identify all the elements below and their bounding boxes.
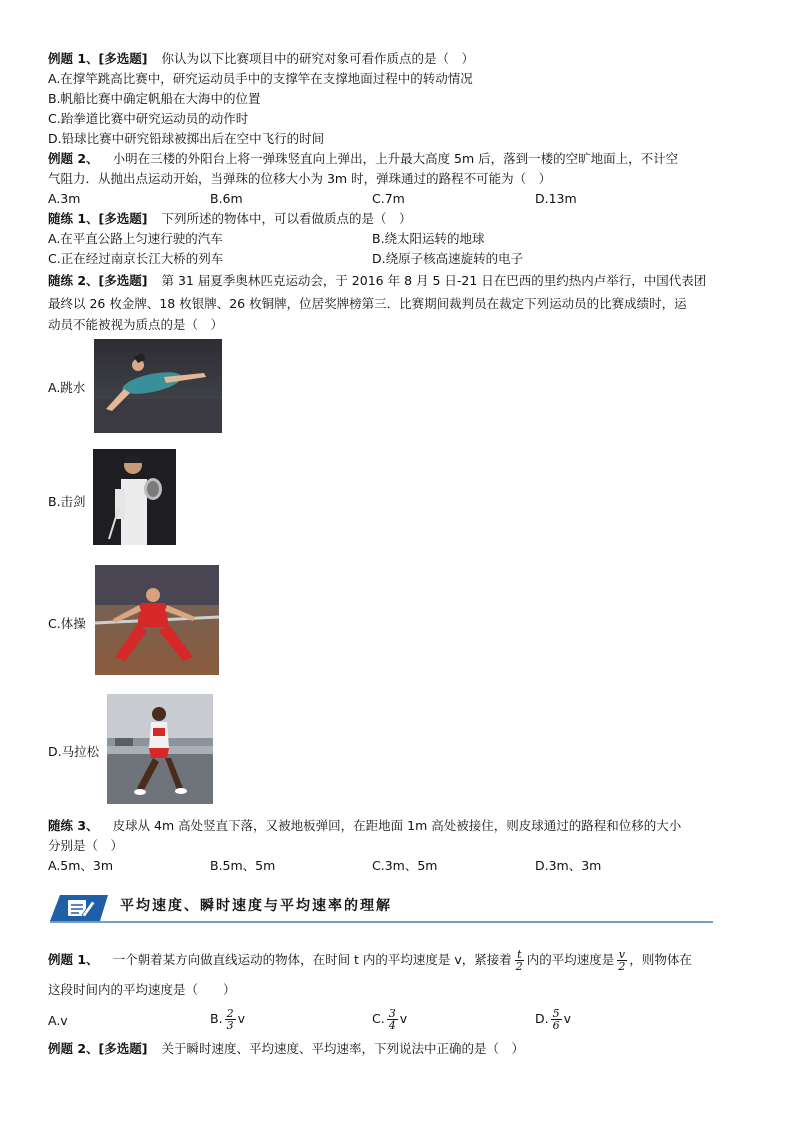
example2-tag: 例题 2、 (48, 151, 99, 166)
practice2-text1: 第 31 届夏季奥林匹克运动会，于 2016 年 8 月 5 日-21 日在巴西的里约热内卢举行，中国代表团 (161, 273, 707, 288)
example3-option-a: A.v (48, 1013, 68, 1028)
example1-tag: 例题 1、[多选题] (48, 51, 148, 66)
practice3-option-b: B.5m、5m (210, 858, 276, 873)
example3-tag: 例题 1、 (48, 952, 99, 967)
example3-question-line2: 这段时间内的平均速度是（ ） (48, 982, 236, 997)
example1-option-d: D.铅球比赛中研究铅球被掷出后在空中飞行的时间 (48, 131, 325, 146)
practice2-question-line3: 动员不能被视为质点的是（ ） (48, 317, 224, 332)
example1-option-c: C.跆拳道比赛中研究运动员的动作时 (48, 111, 249, 126)
example3-question-line1 (48, 947, 692, 973)
practice3-option-a: A.5m、3m (48, 858, 114, 873)
example3-text-post: ，则物体在 (629, 952, 692, 967)
example2-option-b: B.6m (210, 191, 243, 206)
practice3-question-line2: 分别是（ ） (48, 838, 124, 853)
practice2-option-b-label: B.击剑 (48, 494, 86, 509)
example3-option-c: C. $\frac{3}{4}$ v (372, 1007, 408, 1032)
practice1-option-c: C.正在经过南京长江大桥的列车 (48, 251, 224, 266)
example2-option-c: C.7m (372, 191, 405, 206)
practice1-option-a: A.在平直公路上匀速行驶的汽车 (48, 231, 223, 246)
example4-tag: 例题 2、[多选题] (48, 1041, 148, 1056)
practice3-option-c: C.3m、5m (372, 858, 438, 873)
practice3-option-d: D.3m、3m (535, 858, 602, 873)
practice2-tag: 随练 2、[多选题] (48, 273, 148, 288)
practice1-question (48, 209, 412, 229)
example1-option-b: B.帆船比赛中确定帆船在大海中的位置 (48, 91, 261, 106)
fraction-5-over-6: $\frac{5}{6}$ (552, 1007, 560, 1032)
practice1-text: 下列所述的物体中，可以看做质点的是（ ） (161, 211, 412, 226)
practice3-tag: 随练 3、 (48, 818, 99, 833)
practice3-text1: 皮球从 4m 高处竖直下落，又被地板弹回，在距地面 1m 高处被接住，则皮球通过的路程和位移的大小 (112, 818, 682, 833)
diving-photo (94, 339, 222, 433)
section-title: 平均速度、瞬时速度与平均速率的理解 (120, 898, 392, 914)
practice1-option-d: D.绕原子核高速旋转的电子 (372, 251, 524, 266)
example1-question (48, 49, 474, 69)
section-header (48, 891, 718, 925)
fraction-3-over-4: $\frac{3}{4}$ (388, 1007, 396, 1032)
fraction-t-over-2: $\frac{t}{2}$ (515, 948, 523, 973)
example3-option-b: B. $\frac{2}{3}$ v (210, 1007, 245, 1032)
practice2-question-line1 (48, 271, 706, 291)
marathon-photo (107, 694, 213, 804)
example2-question-line2: 气阻力．从抛出点运动开始，当弹珠的位移大小为 3m 时，弹珠通过的路程不可能为（ ） (48, 171, 552, 186)
example2-question-line1 (48, 149, 678, 169)
practice2-question-line2: 最终以 26 枚金牌、18 枚银牌、26 枚铜牌，位居奖牌榜第三．比赛期间裁判员在裁定下列运动员的比赛成绩时，运 (48, 296, 687, 311)
example3-text-pre: 一个朝着某方向做直线运动的物体，在时间 t 内的平均速度是 v，紧接着 (112, 952, 512, 967)
practice3-question-line1 (48, 816, 681, 836)
practice1-tag: 随练 1、[多选题] (48, 211, 148, 226)
example3-option-d: D. $\frac{5}{6}$ v (535, 1007, 572, 1032)
example2-text1: 小明在三楼的外阳台上将一弹珠竖直向上弹出，上升最大高度 5m 后，落到一楼的空旷地面上，不计空 (112, 151, 679, 166)
example1-option-a: A.在撑竿跳高比赛中，研究运动员手中的支撑竿在支撑地面过程中的转动情况 (48, 71, 473, 86)
example4-question (48, 1039, 524, 1059)
practice2-option-d-label: D.马拉松 (48, 744, 100, 759)
practice1-option-b: B.绕太阳运转的地球 (372, 231, 485, 246)
example2-option-d: D.13m (535, 191, 577, 206)
example3-text-mid: 内的平均速度是 (526, 952, 615, 967)
practice2-option-c-label: C.体操 (48, 616, 86, 631)
example4-text: 关于瞬时速度、平均速度、平均速率，下列说法中正确的是（ ） (161, 1041, 524, 1056)
example1-text: 你认为以下比赛项目中的研究对象可看作质点的是（ ） (161, 51, 474, 66)
practice2-option-a-label: A.跳水 (48, 380, 86, 395)
fraction-2-over-3: $\frac{2}{3}$ (226, 1007, 234, 1032)
fraction-v-over-2: $\frac{v}{2}$ (618, 948, 626, 973)
example2-option-a: A.3m (48, 191, 81, 206)
gymnastics-photo (95, 565, 219, 675)
fencing-photo (93, 449, 176, 545)
